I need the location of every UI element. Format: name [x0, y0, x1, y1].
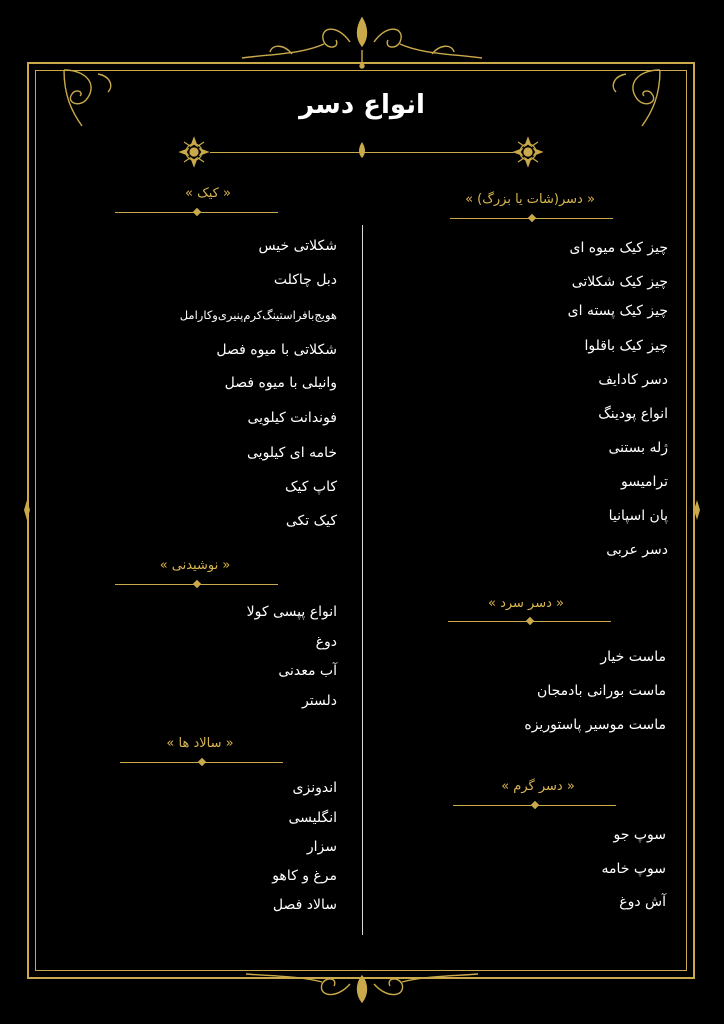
section-divider	[453, 805, 616, 806]
menu-item: ماست خیار	[600, 649, 666, 665]
mandala-icon	[512, 136, 544, 168]
section-heading-drinks: « نوشیدنی »	[159, 558, 231, 573]
section-divider	[450, 218, 613, 219]
flourish-dot-icon	[350, 140, 374, 160]
column-divider	[362, 225, 363, 935]
menu-item: سوپ جو	[613, 827, 666, 843]
menu-item: شکلاتی خیس	[258, 238, 337, 254]
side-diamond-icon	[694, 500, 700, 520]
section-heading-cold: « دسر سرد »	[487, 596, 564, 611]
menu-item: انواع پودینگ	[598, 406, 668, 422]
menu-item: دسر کادایف	[598, 372, 668, 388]
side-diamond-icon	[24, 500, 30, 520]
menu-item: چیز کیک میوه ای	[569, 240, 668, 256]
menu-item: مرغ و کاهو	[272, 868, 337, 884]
menu-item: انگلیسی	[288, 810, 337, 826]
section-heading-hot: « دسر گرم »	[501, 779, 575, 794]
section-heading-salads: « سالاد ها »	[166, 736, 234, 751]
menu-item: کاپ کیک	[285, 479, 337, 495]
menu-item: ماست بورانی بادمجان	[537, 683, 666, 699]
page-title: انواع دسر	[299, 90, 425, 120]
menu-item: دسر عربی	[606, 542, 668, 558]
menu-item: سوپ خامه	[601, 861, 666, 877]
section-divider	[448, 621, 611, 622]
menu-item: چیز کیک شکلاتی	[571, 274, 668, 290]
menu-item: خامه ای کیلویی	[247, 445, 337, 461]
menu-item: اندونزی	[292, 780, 337, 796]
section-divider	[115, 212, 278, 213]
menu-item: انواع پپسی کولا	[246, 604, 337, 620]
menu-item: ترامیسو	[621, 474, 668, 490]
menu-item: پان اسپانیا	[608, 508, 668, 524]
menu-item: آب معدنی	[278, 663, 337, 679]
section-divider	[120, 762, 283, 763]
mandala-icon	[178, 136, 210, 168]
menu-item: ماست موسیر پاستوریزه	[524, 717, 666, 733]
menu-item: هویج‌بافراستینگ‌کرم‌پنیری‌وکارامل	[179, 308, 337, 322]
bottom-flourish-icon	[240, 972, 484, 1012]
top-flourish-icon	[232, 14, 492, 70]
section-divider	[115, 584, 278, 585]
menu-item: کیک تکی	[285, 513, 337, 529]
menu-item: شکلاتی با میوه فصل	[216, 342, 337, 358]
menu-item: دلستر	[302, 693, 337, 709]
menu-item: ژله بستنی	[608, 440, 668, 456]
section-heading-desserts: « دسر(شات یا بزرگ) »	[465, 192, 595, 207]
menu-item: سزار	[306, 839, 337, 855]
menu-item: چیز کیک پسته ای	[567, 303, 668, 319]
section-heading-cake: « کیک »	[185, 186, 231, 201]
menu-item: فوندانت کیلویی	[247, 410, 337, 426]
menu-item: چیز کیک باقلوا	[584, 338, 668, 354]
menu-item: سالاد فصل	[272, 897, 337, 913]
menu-item: وانیلی با میوه فصل	[224, 375, 337, 391]
menu-item: دوغ	[315, 634, 337, 650]
menu-item: آش دوغ	[619, 894, 666, 910]
menu-item: دبل چاکلت	[273, 272, 337, 288]
